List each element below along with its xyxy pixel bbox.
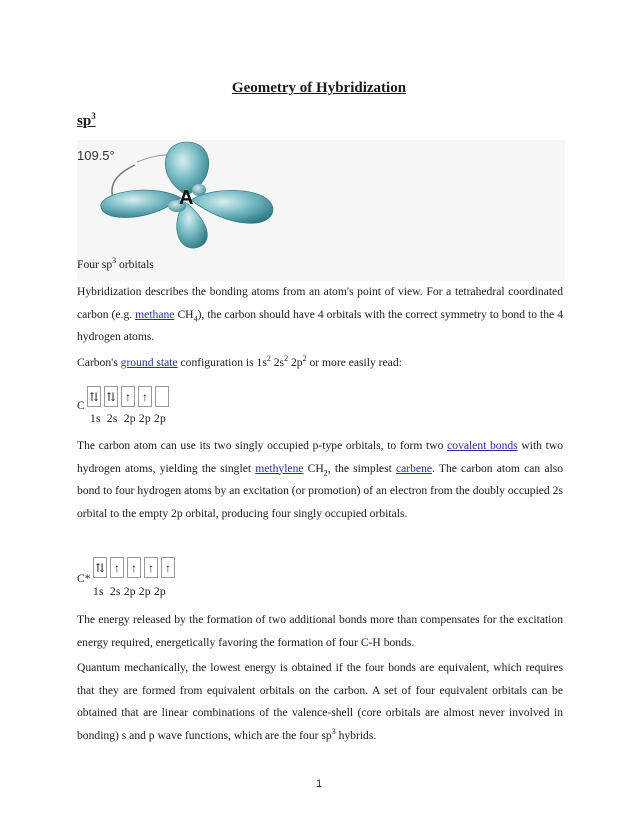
p2-text-4: 2p [288, 356, 303, 369]
config2-symbol: C* [77, 572, 91, 585]
p2-text: Carbon's [77, 356, 121, 369]
center-atom-label: A [179, 187, 194, 209]
paragraph-ground-state [77, 352, 563, 375]
caption-text: Four sp [77, 258, 113, 271]
config1-symbol: C [77, 399, 85, 412]
p2-text-2: configuration is 1s [177, 356, 267, 369]
paragraph-energy: The energy released by the formation of two additional bonds more than compensates for the excitation energy required, energetically favoring the formation of four C-H bonds. [77, 613, 563, 649]
section-heading-sup: 3 [91, 111, 96, 121]
p5-text: Quantum mechanically, the lowest energy is obtained if the four bonds are equivalent, which requires that they are formed from equivalent orbitals on the carbon. A set of four equivalent orbitals can be obtained that are linear combinations of the valence-shell (core orbitals are almost never involved in bonding) s and p wave functions, which are the four sp [77, 661, 563, 742]
caption-sup: 3 [112, 256, 117, 266]
caption-text-end: orbitals [116, 258, 154, 271]
p2-sup-1: 2 [266, 354, 271, 364]
orbital-box: ↑ [138, 386, 152, 407]
p1-sub: 4 [193, 313, 198, 323]
orbital-box: ↑ [110, 557, 124, 578]
p5-text-2: hybrids. [335, 728, 377, 742]
p5-sup: 3 [331, 726, 336, 736]
p2-text-3: 2s [270, 356, 285, 369]
p2-sup-2: 2 [284, 354, 289, 364]
p3-text-5: . The carbon atom can also bond to four hydrogen atoms by an excitation (or promotion) of an electron from the doubly occupied 2s orbital to the empty 2p orbital, producing four singly occupied orbitals. [77, 461, 564, 520]
orbital-box [155, 386, 169, 407]
p1-text-3: ), the carbon should have 4 orbitals with the correct symmetry to bond to the 4 hydrogen atoms. [77, 307, 563, 343]
orbital-box: ⇅ [93, 557, 107, 578]
paragraph-hybridization [77, 281, 563, 349]
link-carbene[interactable]: carbene [395, 461, 433, 475]
link-methane[interactable]: methane [135, 307, 175, 321]
page-title: Geometry of Hybridization [231, 80, 407, 96]
orbital-lobe-right [191, 190, 273, 223]
page-number: 1 [315, 778, 323, 790]
p2-sup-3: 2 [302, 354, 307, 364]
section-heading-base: sp [77, 113, 92, 129]
orbital-box: ↑ [121, 386, 135, 407]
config2-labels: 1s 2s 2p 2p 2p [93, 585, 166, 598]
figure-caption [77, 258, 154, 271]
orbital-box: ⇅ [87, 386, 101, 407]
paragraph-quantum [77, 657, 563, 747]
config1-labels: 1s 2s 2p 2p 2p [90, 412, 166, 425]
orbital-box: ↑ [161, 557, 175, 578]
p3-text: The carbon atom can use its two singly occupied p-type orbitals, to form two [77, 439, 448, 452]
p3-text-4: , the simplest [327, 461, 396, 475]
p3-sub: 2 [323, 467, 328, 477]
orbital-box: ↑ [127, 557, 141, 578]
config2-boxes [93, 557, 178, 578]
orbital-box: ⇅ [104, 386, 118, 407]
link-ground-state[interactable]: ground state [120, 356, 178, 369]
link-methylene[interactable]: methylene [255, 461, 304, 475]
paragraph-carbon-bonding [77, 435, 563, 525]
p2-text-5: or more easily read: [306, 356, 402, 369]
p3-text-3: CH [303, 461, 324, 475]
p1-text: Hybridization describes the bonding atoms from an atom's point of view. For a tetrahedral coordinated carbon (e.g. [77, 285, 563, 321]
orbital-small-lobe-right [192, 184, 206, 196]
link-covalent-bonds[interactable]: covalent bonds [447, 439, 518, 452]
p1-text-2: CH [174, 307, 194, 321]
config1-boxes [87, 386, 172, 407]
angle-label: 109.5° [77, 148, 115, 163]
p3-text-2: with two hydrogen atoms, yielding the singlet [77, 439, 563, 475]
section-heading-sp3 [77, 113, 96, 130]
orbital-box: ↑ [144, 557, 158, 578]
